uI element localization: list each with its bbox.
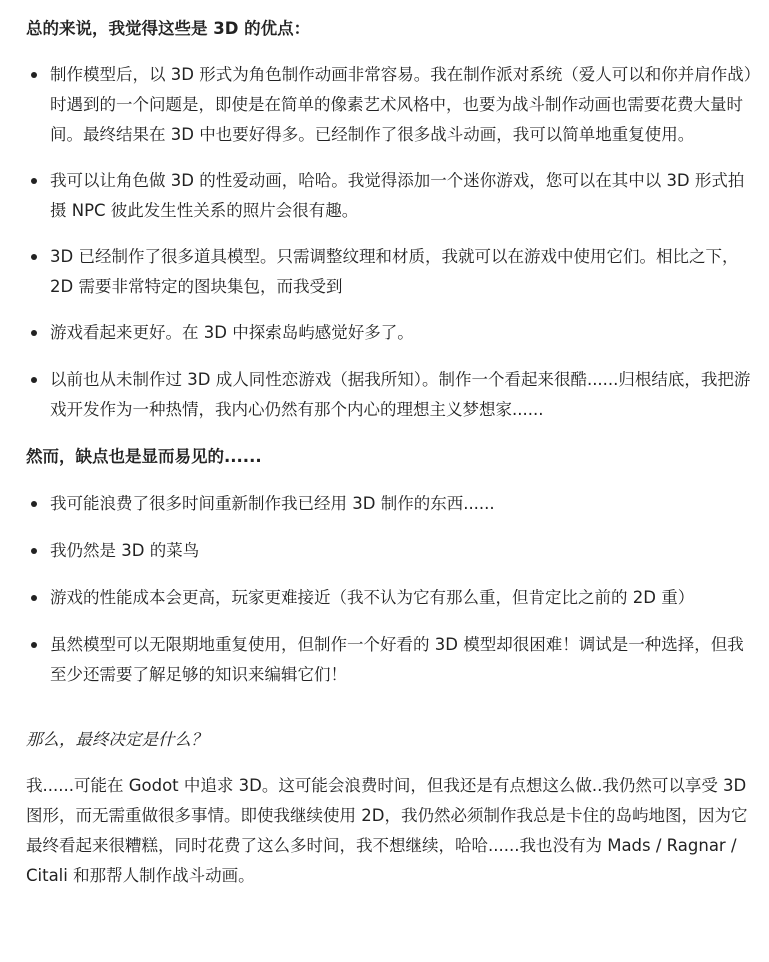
list-item: 我可以让角色做 3D 的性爱动画，哈哈。我觉得添加一个迷你游戏，您可以在其中以 3D 形式拍摄 NPC 彼此发生性关系的照片会很有趣。 xyxy=(26,166,755,226)
list-item: 虽然模型可以无限期地重复使用，但制作一个好看的 3D 模型却很困难！调试是一种选择，但我至少还需要了解足够的知识来编辑它们！ xyxy=(26,630,755,690)
conclusion-paragraph: 我......可能在 Godot 中追求 3D。这可能会浪费时间，但我还是有点想这么做..我仍然可以享受 3D 图形，而无需重做很多事情。即使我继续使用 2D，我仍然必须制作我总是卡住的岛屿地图，因为它最终看起来很糟糕，同时花费了这么多时间，我不想继续，哈哈......我也没有为 Mads / Ragnar / Citali 和那帮人制作战斗动画。 xyxy=(26,776,748,885)
list-item: 游戏看起来更好。在 3D 中探索岛屿感觉好多了。 xyxy=(26,318,755,348)
conclusion-question: 那么，最终决定是什么？ xyxy=(26,730,208,749)
pros-list xyxy=(26,60,755,425)
list-item: 以前也从未制作过 3D 成人同性恋游戏（据我所知）。制作一个看起来很酷......归根结底，我把游戏开发作为一种热情，我内心仍然有那个内心的理想主义梦想家...... xyxy=(26,365,755,425)
list-item: 制作模型后，以 3D 形式为角色制作动画非常容易。我在制作派对系统（爱人可以和你并肩作战）时遇到的一个问题是，即使是在简单的像素艺术风格中，也要为战斗制作动画也需要花费大量时间。最终结果在 3D 中也要好得多。已经制作了很多战斗动画，我可以简单地重复使用。 xyxy=(26,60,755,150)
cons-heading: 然而，缺点也是显而易见的...... xyxy=(26,447,262,466)
list-item: 游戏的性能成本会更高，玩家更难接近（我不认为它有那么重，但肯定比之前的 2D 重） xyxy=(26,583,755,613)
list-item: 3D 已经制作了很多道具模型。只需调整纹理和材质，我就可以在游戏中使用它们。相比之下，2D 需要非常特定的图块集包，而我受到 xyxy=(26,242,755,302)
list-item: 我仍然是 3D 的菜鸟 xyxy=(26,536,755,566)
cons-list xyxy=(26,489,755,690)
list-item: 我可能浪费了很多时间重新制作我已经用 3D 制作的东西...... xyxy=(26,489,755,519)
pros-heading: 总的来说，我觉得这些是 3D 的优点： xyxy=(26,19,311,38)
